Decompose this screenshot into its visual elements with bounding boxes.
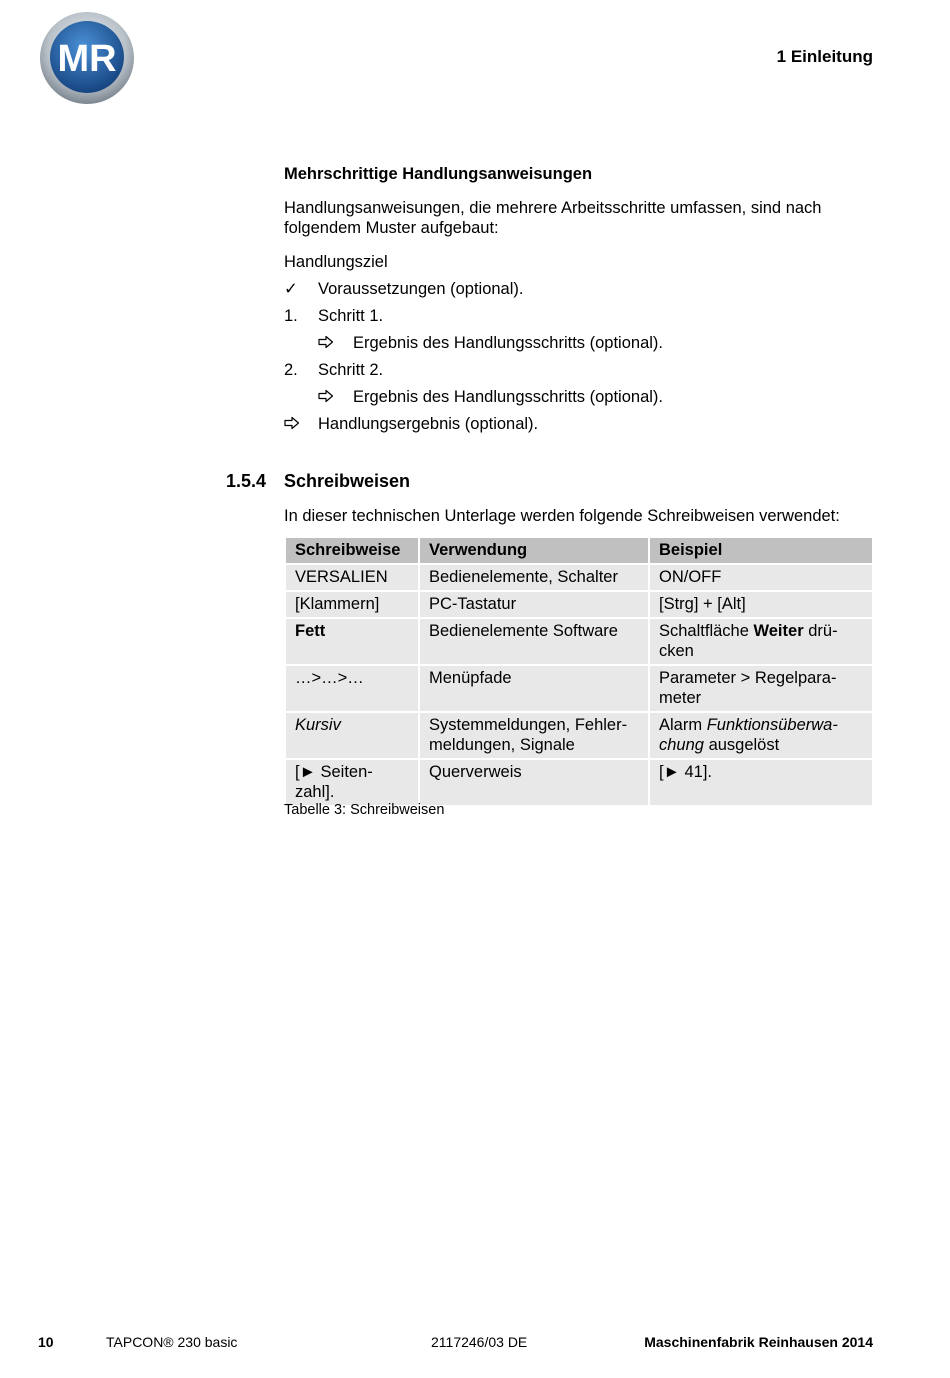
product-name: TAPCON® 230 basic: [106, 1334, 238, 1350]
example-text: Alarm: [659, 716, 703, 734]
cell-usage: Bedienelemente, Schalter: [419, 564, 649, 591]
list-item-text: Ergebnis des Handlungsschritts (optional).: [353, 334, 663, 352]
cell-style: [285, 712, 419, 759]
step-number: 1.: [284, 307, 298, 325]
goal-line: [284, 252, 874, 279]
column-header: Beispiel: [649, 537, 873, 564]
arrow-icon: [284, 414, 300, 434]
instruction-list: [284, 279, 874, 441]
cell-example: ON/OFF: [649, 564, 873, 591]
page-number: 10: [38, 1334, 54, 1350]
goal-label: Handlungsziel: [284, 253, 388, 271]
cell-style: [285, 618, 419, 665]
example-text: Schaltfläche: [659, 622, 749, 640]
cell-example: [649, 712, 873, 759]
cell-style: VERSALIEN: [285, 564, 419, 591]
column-header: Verwendung: [419, 537, 649, 564]
list-item-text: Schritt 2.: [318, 361, 384, 379]
bold-sample: Fett: [295, 622, 326, 640]
document-id: 2117246/03 DE: [431, 1334, 528, 1350]
step-number: 2.: [284, 361, 298, 379]
example-emphasis: Weiter: [753, 622, 804, 640]
table-caption: Tabelle 3: Schreibweisen: [284, 802, 445, 818]
cell-usage: Querverweis: [419, 759, 649, 806]
arrow-icon: [318, 333, 334, 353]
cell-usage: Bedienelemente Software: [419, 618, 649, 665]
multi-step-heading: Mehrschrittige Handlungsanweisungen: [284, 165, 593, 183]
section-intro: In dieser technischen Unterlage werden folgende Schreibweisen verwendet:: [284, 507, 840, 525]
list-item: [284, 306, 874, 333]
example-text: drü-cken: [659, 622, 838, 660]
table-row: [285, 665, 873, 712]
section-number: 1.5.4: [226, 471, 267, 491]
column-header: Schreibweise: [285, 537, 419, 564]
company-name: Maschinenfabrik Reinhausen 2014: [644, 1334, 873, 1350]
table-row: [285, 564, 873, 591]
chapter-title: 1 Einleitung: [776, 47, 873, 66]
checkmark-icon: ✓: [284, 280, 298, 298]
cell-style: [Klammern]: [285, 591, 419, 618]
cell-example: [► 41].: [649, 759, 873, 806]
svg-text:MR: MR: [57, 38, 117, 80]
multi-step-block: [284, 164, 874, 441]
table-row: [285, 618, 873, 665]
list-item: [284, 279, 874, 306]
list-item-text: Schritt 1.: [318, 307, 384, 325]
list-item-text: Voraussetzungen (optional).: [318, 280, 524, 298]
list-item: [284, 360, 874, 387]
arrow-icon: [318, 387, 334, 407]
cell-style: [► Seiten-zahl].: [285, 759, 419, 806]
example-text: ausgelöst: [708, 736, 780, 754]
table-header-row: [285, 537, 873, 564]
cell-example: [Strg] + [Alt]: [649, 591, 873, 618]
cell-example: Parameter > Regelpara-meter: [649, 665, 873, 712]
cell-usage: PC-Tastatur: [419, 591, 649, 618]
list-item-text: Handlungsergebnis (optional).: [318, 415, 539, 433]
table-row: [285, 759, 873, 806]
notation-table: [284, 536, 874, 807]
table-row: [285, 591, 873, 618]
italic-sample: Kursiv: [295, 716, 341, 734]
table-row: [285, 712, 873, 759]
list-item-text: Ergebnis des Handlungsschritts (optional).: [353, 388, 663, 406]
cell-usage: Systemmeldungen, Fehler-meldungen, Signale: [419, 712, 649, 759]
cell-example: [649, 618, 873, 665]
list-item: [284, 387, 874, 414]
cell-style: …>…>…: [285, 665, 419, 712]
mr-logo: [38, 10, 136, 106]
section-title: Schreibweisen: [284, 471, 411, 491]
list-item: [284, 333, 874, 360]
example-emphasis: Funktionsüberwa-chung: [659, 716, 838, 754]
multi-step-intro: Handlungsanweisungen, die mehrere Arbeitsschritte umfassen, sind nach folgendem Muster aufgebaut:: [284, 199, 822, 237]
cell-usage: Menüpfade: [419, 665, 649, 712]
list-item: [284, 414, 874, 441]
